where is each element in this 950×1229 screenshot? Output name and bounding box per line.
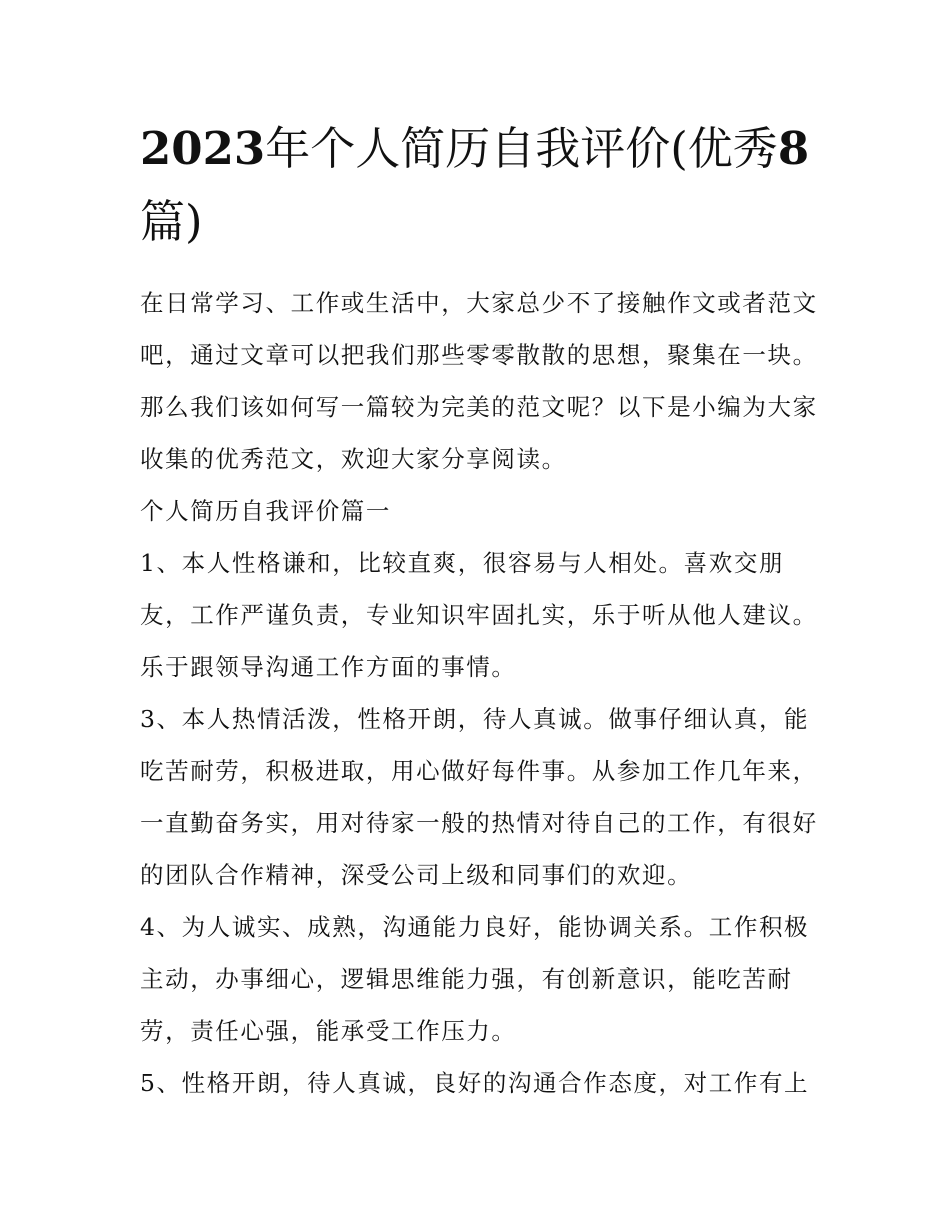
- list-item: 3、本人热情活泼，性格开朗，待人真诚。做事仔细认真，能吃苦耐劳，积极进取，用心做好每件事。从参加工作几年来，一直勤奋务实，用对待家一般的热情对待自己的工作，有很好的团队合作精神，深受公司上级和同事们的欢迎。: [140, 705, 818, 889]
- intro-paragraph: 在日常学习、工作或生活中，大家总少不了接触作文或者范文吧，通过文章可以把我们那些零零散散的思想，聚集在一块。那么我们该如何写一篇较为完美的范文呢？以下是小编为大家收集的优秀范文，欢迎大家分享阅读。: [140, 289, 818, 473]
- document-page: [140, 112, 820, 1109]
- list-item: 1、本人性格谦和，比较直爽，很容易与人相处。喜欢交朋友，工作严谨负责，专业知识牢固扎实，乐于听从他人建议。乐于跟领导沟通工作方面的事情。: [140, 549, 818, 681]
- list-item: 5、性格开朗，待人真诚，良好的沟通合作态度，对工作有上: [140, 1069, 810, 1097]
- title-count: 8: [777, 122, 810, 175]
- list-item: 4、为人诚实、成熟，沟通能力良好，能协调关系。工作积极主动，办事细心，逻辑思维能力强，有创新意识，能吃苦耐劳，责任心强，能承受工作压力。: [140, 913, 810, 1045]
- title-year: 2023: [140, 122, 266, 175]
- document-body: [140, 277, 820, 1109]
- section-heading: 个人简历自我评价篇一: [140, 497, 391, 525]
- document-title: [140, 112, 820, 258]
- title-text-part1: 年个人简历自我评价(优秀: [265, 122, 778, 175]
- title-text-part2: 篇): [140, 195, 203, 248]
